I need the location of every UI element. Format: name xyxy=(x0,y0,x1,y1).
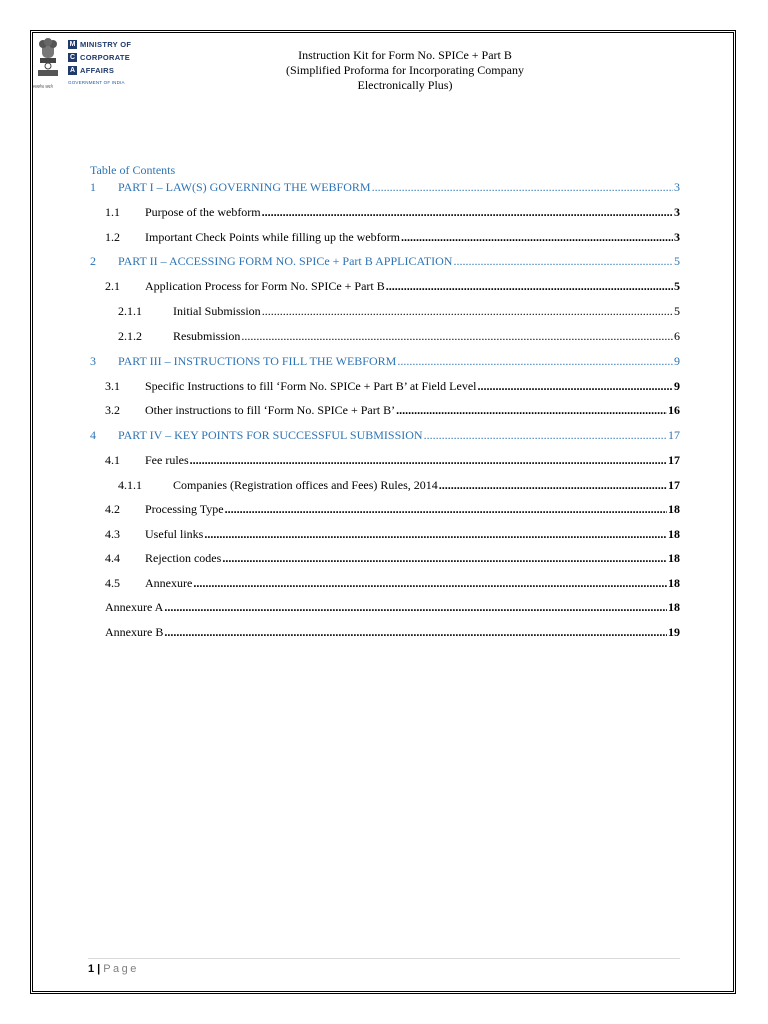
toc-heading: Table of Contents xyxy=(90,163,176,177)
toc-entry-3-2[interactable]: 3.2 Other instructions to fill ‘Form No. SPICe + Part B’ ..... 16 xyxy=(105,403,680,418)
motto-text: सत्यमेव जयते xyxy=(33,84,53,89)
logo-letter-a: A xyxy=(69,66,76,74)
page-footer xyxy=(88,963,139,975)
toc-entry-4-4[interactable]: 4.4 Rejection codes ..... 18 xyxy=(105,551,680,566)
toc-entry-2-1-1[interactable]: 2.1.1 Initial Submission ..... 5 xyxy=(118,304,680,319)
toc-entry-part-2[interactable]: 2 PART II – ACCESSING FORM NO. SPICe + Part B APPLICATION ..... 5 xyxy=(90,254,680,269)
toc-entry-3-1[interactable]: 3.1 Specific Instructions to fill ‘Form No. SPICe + Part B’ at Field Level ..... 9 xyxy=(105,379,680,394)
logo-letter-m: M xyxy=(69,40,76,48)
toc-entry-part-4[interactable]: 4 PART IV – KEY POINTS FOR SUCCESSFUL SUBMISSION ..... 17 xyxy=(90,428,680,443)
footer-separator: | xyxy=(97,963,101,975)
toc-entry-part-1[interactable]: 1 PART I – LAW(S) GOVERNING THE WEBFORM ..... 3 xyxy=(90,180,680,195)
toc-entry-4-5[interactable]: 4.5 Annexure ..... 18 xyxy=(105,576,680,591)
header-title-line1: Instruction Kit for Form No. SPICe + Part B xyxy=(298,48,512,62)
toc-entry-part-3[interactable]: 3 PART III – INSTRUCTIONS TO FILL THE WEBFORM ..... 9 xyxy=(90,354,680,369)
page-number: 1 xyxy=(88,963,95,975)
logo-word-affairs: AFFAIRS xyxy=(80,65,115,75)
logo-word-corporate: CORPORATE xyxy=(80,52,131,62)
toc-entry-annexure-b[interactable]: Annexure B ..... 19 xyxy=(105,625,680,640)
toc-entry-4-3[interactable]: 4.3 Useful links ..... 18 xyxy=(105,527,680,542)
logo-word-ministry: MINISTRY OF xyxy=(80,39,132,49)
footer-divider xyxy=(88,958,680,959)
ministry-logo xyxy=(33,36,153,92)
page-label: Page xyxy=(103,963,139,975)
toc-entry-2-1[interactable]: 2.1 Application Process for Form No. SPICe + Part B ..... 5 xyxy=(105,279,680,294)
government-of-india-text: GOVERNMENT OF INDIA xyxy=(68,80,125,85)
toc-entry-4-2[interactable]: 4.2 Processing Type ..... 18 xyxy=(105,502,680,517)
header-title-line3: Electronically Plus) xyxy=(357,78,453,92)
ministry-wordmark xyxy=(68,38,131,77)
toc-entry-2-1-2[interactable]: 2.1.2 Resubmission ..... 6 xyxy=(118,329,680,344)
toc-entry-4-1[interactable]: 4.1 Fee rules ..... 17 xyxy=(105,453,680,468)
toc-entry-1-1[interactable]: 1.1 Purpose of the webform ..... 3 xyxy=(105,205,680,220)
logo-letter-c: C xyxy=(69,53,76,61)
toc-entry-annexure-a[interactable]: Annexure A ..... 18 xyxy=(105,600,680,615)
toc-entry-4-1-1[interactable]: 4.1.1 Companies (Registration offices and Fees) Rules, 2014 ..... 17 xyxy=(118,478,680,493)
toc-entry-1-2[interactable]: 1.2 Important Check Points while filling up the webform ..... 3 xyxy=(105,230,680,245)
header-title-line2: (Simplified Proforma for Incorporating Company xyxy=(286,63,524,77)
document-header-title xyxy=(240,48,570,93)
